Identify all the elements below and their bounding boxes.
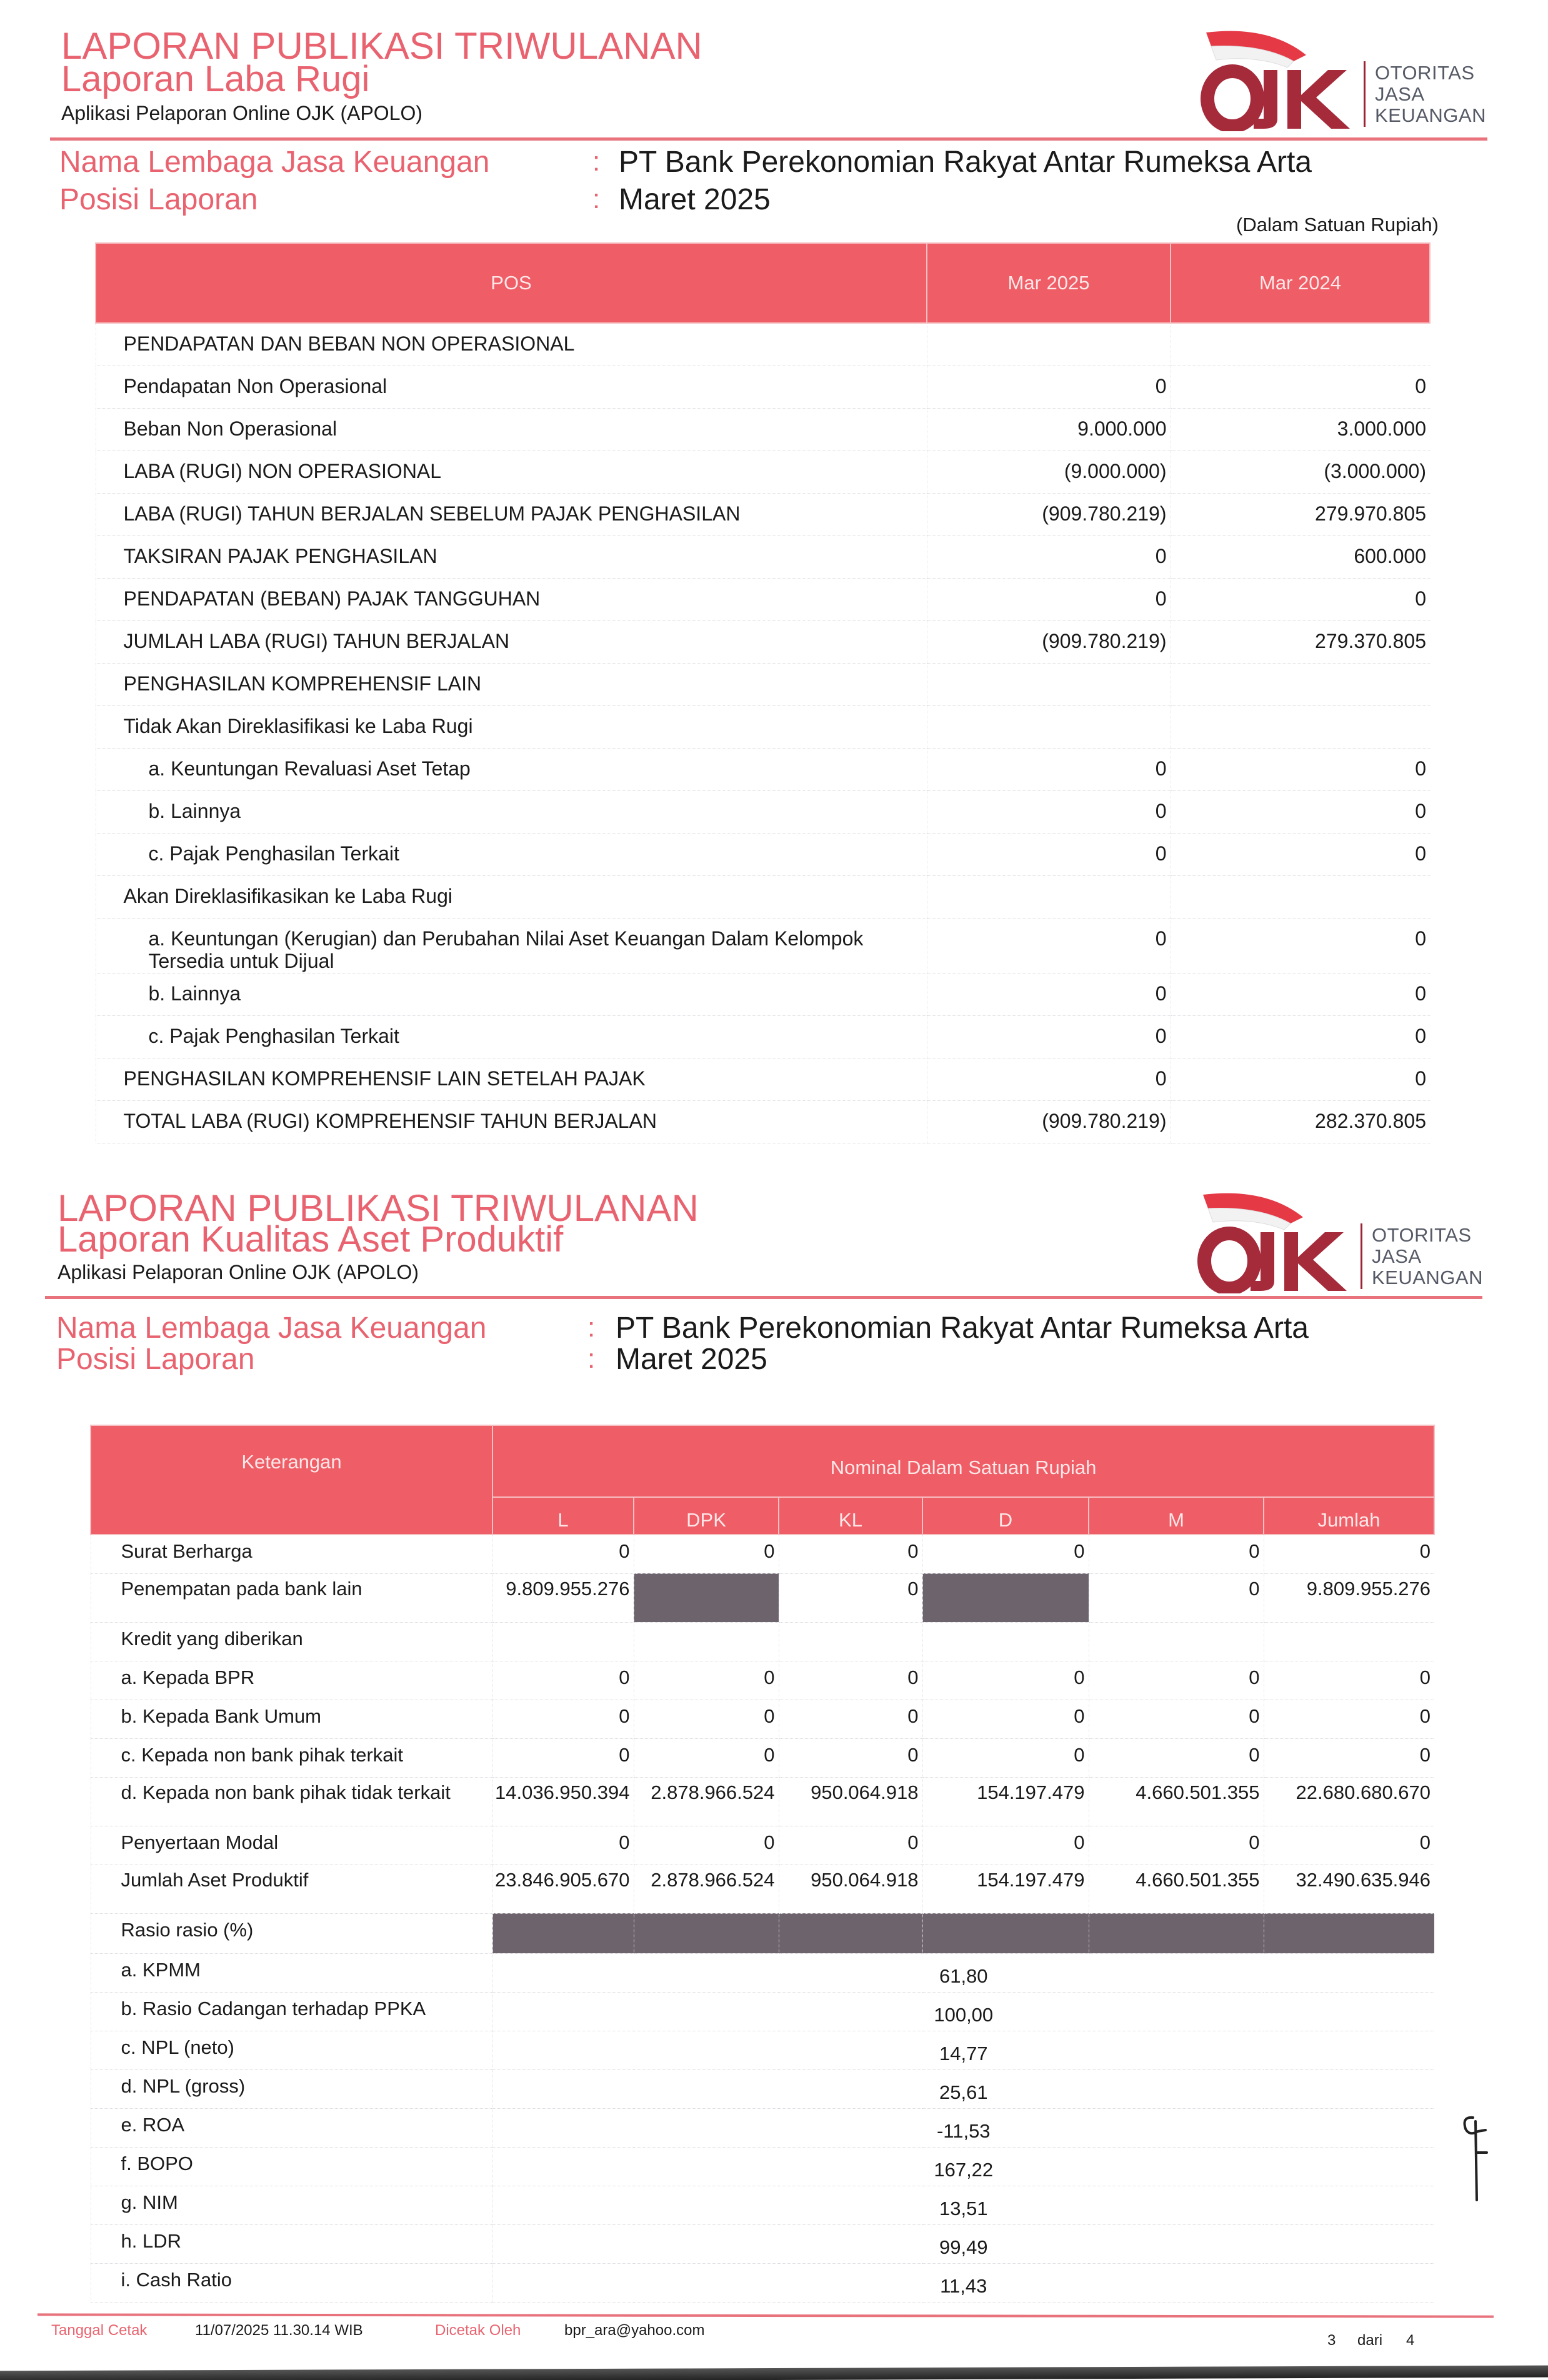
institution-label: Nama Lembaga Jasa Keuangan	[59, 146, 490, 179]
ratio-label: i. Cash Ratio	[91, 2263, 492, 2302]
printed-by-value: bpr_ara@yahoo.com	[564, 2322, 705, 2339]
ratio-row	[91, 1992, 1434, 2031]
value-kl: 0	[779, 1738, 922, 1777]
value-l: 23.846.905.670	[492, 1865, 634, 1913]
table-row	[91, 1535, 1434, 1573]
value-mar-2025: 0	[927, 790, 1171, 833]
ratio-row	[91, 1953, 1434, 1992]
column-header-d: D	[922, 1497, 1089, 1535]
ojk-logo-icon	[1194, 25, 1362, 131]
ratio-label: g. NIM	[91, 2186, 492, 2224]
unit-note: (Dalam Satuan Rupiah)	[1236, 214, 1439, 236]
value-jumlah: 9.809.955.276	[1264, 1573, 1434, 1622]
value-mar-2025: (9.000.000)	[927, 451, 1171, 493]
position-label: Posisi Laporan	[59, 183, 258, 216]
app-name: Aplikasi Pelaporan Online OJK (APOLO)	[57, 1261, 419, 1283]
column-header-l: L	[492, 1497, 634, 1535]
value-l: 0	[492, 1826, 634, 1865]
value-jumlah: 22.680.680.670	[1264, 1777, 1434, 1826]
ojk-logo	[1194, 25, 1486, 137]
header-divider	[50, 137, 1487, 141]
table-row	[96, 620, 1430, 663]
position-colon: :	[592, 184, 601, 214]
value-mar-2025: 0	[927, 535, 1171, 578]
table-row	[91, 1826, 1434, 1865]
ratio-shaded-cell	[492, 1913, 634, 1953]
table-row	[96, 1100, 1430, 1143]
ratio-value: 11,43	[492, 2263, 1434, 2302]
row-label: PENGHASILAN KOMPREHENSIF LAIN	[96, 663, 927, 705]
value-jumlah: 32.490.635.946	[1264, 1865, 1434, 1913]
value-dpk	[634, 1622, 779, 1661]
ojk-logo	[1191, 1187, 1483, 1300]
value-jumlah: 0	[1264, 1826, 1434, 1865]
value-d: 154.197.479	[922, 1865, 1089, 1913]
footer-divider	[37, 2313, 1494, 2318]
value-d: 0	[922, 1738, 1089, 1777]
value-mar-2025: (909.780.219)	[927, 620, 1171, 663]
page-total: 4	[1406, 2332, 1415, 2349]
ratio-label: b. Rasio Cadangan terhadap PPKA	[91, 1992, 492, 2031]
value-mar-2025	[927, 663, 1171, 705]
ratio-value: 25,61	[492, 2069, 1434, 2108]
institution-colon: :	[587, 1312, 596, 1343]
ratio-label: c. NPL (neto)	[91, 2031, 492, 2069]
value-dpk: 0	[634, 1535, 779, 1573]
logo-divider	[1361, 1223, 1362, 1289]
row-label: PENDAPATAN DAN BEBAN NON OPERASIONAL	[96, 323, 927, 366]
logo-wordmark	[1375, 62, 1486, 126]
ratio-label: a. KPMM	[91, 1953, 492, 1992]
laba-rugi-table	[95, 242, 1431, 1143]
table-header-row	[91, 1425, 1434, 1497]
ratio-shaded-cell	[779, 1913, 922, 1953]
logo-line-2: JASA	[1372, 1245, 1422, 1267]
value-mar-2025: 9.000.000	[927, 408, 1171, 451]
page-current: 3	[1327, 2332, 1336, 2349]
table-row	[96, 535, 1430, 578]
institution-value: PT Bank Perekonomian Rakyat Antar Rumeksa Arta	[619, 146, 1312, 179]
value-mar-2025: (909.780.219)	[927, 493, 1171, 535]
value-jumlah	[1264, 1622, 1434, 1661]
value-dpk-shaded	[634, 1573, 779, 1622]
ratio-shaded-cell	[1264, 1913, 1434, 1953]
value-jumlah: 0	[1264, 1700, 1434, 1738]
value-mar-2024	[1171, 705, 1430, 748]
logo-line-1: OTORITAS	[1375, 62, 1475, 84]
value-d: 154.197.479	[922, 1777, 1089, 1826]
value-jumlah: 0	[1264, 1738, 1434, 1777]
row-label: LABA (RUGI) TAHUN BERJALAN SEBELUM PAJAK PENGHASILAN	[96, 493, 927, 535]
table-row	[96, 663, 1430, 705]
value-mar-2024: 0	[1171, 748, 1430, 790]
value-d	[922, 1622, 1089, 1661]
position-value: Maret 2025	[616, 1343, 767, 1376]
row-label: c. Kepada non bank pihak terkait	[91, 1738, 492, 1777]
value-mar-2024: (3.000.000)	[1171, 451, 1430, 493]
ratio-value: 100,00	[492, 1992, 1434, 2031]
value-jumlah: 0	[1264, 1535, 1434, 1573]
table-row	[96, 973, 1430, 1015]
ratio-row	[91, 2147, 1434, 2186]
table-row	[96, 1058, 1430, 1100]
ratio-row	[91, 2224, 1434, 2263]
ratio-value: 61,80	[492, 1953, 1434, 1992]
value-l: 0	[492, 1700, 634, 1738]
ratio-header-row	[91, 1913, 1434, 1953]
logo-line-2: JASA	[1375, 83, 1425, 105]
value-kl: 0	[779, 1700, 922, 1738]
value-m: 0	[1089, 1535, 1264, 1573]
value-mar-2025: 0	[927, 1015, 1171, 1058]
row-label: c. Pajak Penghasilan Terkait	[96, 1015, 927, 1058]
value-l	[492, 1622, 634, 1661]
value-dpk: 2.878.966.524	[634, 1865, 779, 1913]
table-row	[96, 1015, 1430, 1058]
value-mar-2024: 279.370.805	[1171, 620, 1430, 663]
value-mar-2025	[927, 323, 1171, 366]
value-mar-2025: 0	[927, 918, 1171, 973]
row-label: b. Lainnya	[96, 973, 927, 1015]
table-row	[91, 1661, 1434, 1700]
row-label: c. Pajak Penghasilan Terkait	[96, 833, 927, 875]
value-mar-2024: 0	[1171, 1058, 1430, 1100]
value-mar-2024	[1171, 323, 1430, 366]
table-row	[96, 451, 1430, 493]
table-row	[96, 493, 1430, 535]
page-separator: dari	[1357, 2332, 1383, 2349]
logo-line-3: KEUANGAN	[1372, 1267, 1483, 1288]
value-mar-2024: 0	[1171, 973, 1430, 1015]
value-mar-2025: 0	[927, 578, 1171, 620]
value-mar-2024: 0	[1171, 578, 1430, 620]
app-name: Aplikasi Pelaporan Online OJK (APOLO)	[61, 102, 423, 124]
row-label: b. Lainnya	[96, 790, 927, 833]
institution-colon: :	[592, 146, 601, 177]
table-row	[91, 1738, 1434, 1777]
value-d-shaded	[922, 1573, 1089, 1622]
position-label: Posisi Laporan	[56, 1343, 255, 1376]
table-row	[96, 875, 1430, 918]
ratio-value: 14,77	[492, 2031, 1434, 2069]
handwritten-initial-icon	[1459, 2115, 1497, 2203]
value-d: 0	[922, 1700, 1089, 1738]
row-label: Penyertaan Modal	[91, 1826, 492, 1865]
value-dpk: 0	[634, 1738, 779, 1777]
value-mar-2025: 0	[927, 748, 1171, 790]
institution-label: Nama Lembaga Jasa Keuangan	[56, 1312, 487, 1345]
value-dpk: 0	[634, 1700, 779, 1738]
value-mar-2024: 282.370.805	[1171, 1100, 1430, 1143]
row-label: Kredit yang diberikan	[91, 1622, 492, 1661]
ratio-shaded-cell	[922, 1913, 1089, 1953]
value-mar-2025: 0	[927, 1058, 1171, 1100]
table-row	[96, 833, 1430, 875]
row-label: PENGHASILAN KOMPREHENSIF LAIN SETELAH PAJAK	[96, 1058, 927, 1100]
value-m: 0	[1089, 1573, 1264, 1622]
ratio-value: 167,22	[492, 2147, 1434, 2186]
value-d: 0	[922, 1826, 1089, 1865]
ratio-row	[91, 2108, 1434, 2147]
value-kl: 950.064.918	[779, 1865, 922, 1913]
value-l: 0	[492, 1738, 634, 1777]
table-row	[96, 323, 1430, 366]
value-kl: 0	[779, 1573, 922, 1622]
ratio-label: d. NPL (gross)	[91, 2069, 492, 2108]
table-row	[91, 1622, 1434, 1661]
value-m: 0	[1089, 1738, 1264, 1777]
institution-value: PT Bank Perekonomian Rakyat Antar Rumeksa Arta	[616, 1312, 1309, 1345]
table-row	[96, 790, 1430, 833]
value-m: 4.660.501.355	[1089, 1777, 1264, 1826]
value-mar-2025: (909.780.219)	[927, 1100, 1171, 1143]
scan-edge-shadow	[0, 2366, 1548, 2380]
ratio-row	[91, 2263, 1434, 2302]
ratio-label: h. LDR	[91, 2224, 492, 2263]
value-mar-2024: 0	[1171, 366, 1430, 408]
row-label: Beban Non Operasional	[96, 408, 927, 451]
value-kl: 950.064.918	[779, 1777, 922, 1826]
logo-line-3: KEUANGAN	[1375, 104, 1486, 126]
logo-divider	[1364, 61, 1366, 127]
row-label: Surat Berharga	[91, 1535, 492, 1573]
table-row	[91, 1777, 1434, 1826]
value-mar-2024: 279.970.805	[1171, 493, 1430, 535]
column-header-pos: POS	[96, 243, 927, 323]
printed-by-label: Dicetak Oleh	[435, 2322, 521, 2339]
table-header-row	[96, 243, 1430, 323]
value-mar-2024: 0	[1171, 790, 1430, 833]
report-title-sub: Laporan Kualitas Aset Produktif	[57, 1219, 564, 1260]
ratio-value: 13,51	[492, 2186, 1434, 2224]
report-title-sub: Laporan Laba Rugi	[61, 59, 370, 99]
column-header-mar-2025: Mar 2025	[927, 243, 1171, 323]
ojk-logo-icon	[1191, 1187, 1359, 1293]
column-header-jumlah: Jumlah	[1264, 1497, 1434, 1535]
ratio-value: 99,49	[492, 2224, 1434, 2263]
value-m: 0	[1089, 1826, 1264, 1865]
value-m	[1089, 1622, 1264, 1661]
value-mar-2025: 0	[927, 366, 1171, 408]
ratio-shaded-cell	[1089, 1913, 1264, 1953]
row-label: a. Keuntungan (Kerugian) dan Perubahan Nilai Aset Keuangan Dalam Kelompok Tersedia untuk Dijual	[96, 918, 927, 973]
row-label: a. Kepada BPR	[91, 1661, 492, 1700]
table-row	[96, 578, 1430, 620]
value-mar-2025	[927, 705, 1171, 748]
column-header-m: M	[1089, 1497, 1264, 1535]
value-l: 0	[492, 1661, 634, 1700]
logo-wordmark	[1372, 1225, 1483, 1288]
value-kl: 0	[779, 1535, 922, 1573]
print-date-value: 11/07/2025 11.30.14 WIB	[195, 2322, 363, 2339]
row-label: Penempatan pada bank lain	[91, 1573, 492, 1622]
row-label: JUMLAH LABA (RUGI) TAHUN BERJALAN	[96, 620, 927, 663]
logo-line-1: OTORITAS	[1372, 1224, 1472, 1246]
value-mar-2024	[1171, 663, 1430, 705]
position-colon: :	[587, 1343, 596, 1374]
value-mar-2025	[927, 875, 1171, 918]
header-divider	[45, 1296, 1482, 1299]
value-dpk: 0	[634, 1826, 779, 1865]
table-row	[96, 748, 1430, 790]
value-mar-2024: 3.000.000	[1171, 408, 1430, 451]
table-row	[96, 918, 1430, 973]
value-mar-2024: 0	[1171, 1015, 1430, 1058]
report-title-main: LAPORAN PUBLIKASI TRIWULANAN	[61, 25, 702, 67]
ratio-shaded-cell	[634, 1913, 779, 1953]
value-mar-2025: 0	[927, 833, 1171, 875]
table-row	[91, 1700, 1434, 1738]
value-m: 0	[1089, 1700, 1264, 1738]
row-label: Akan Direklasifikasikan ke Laba Rugi	[96, 875, 927, 918]
row-label: TOTAL LABA (RUGI) KOMPREHENSIF TAHUN BERJALAN	[96, 1100, 927, 1143]
report-title-main: LAPORAN PUBLIKASI TRIWULANAN	[57, 1187, 699, 1229]
ratio-row	[91, 2069, 1434, 2108]
ratio-label: e. ROA	[91, 2108, 492, 2147]
table-row	[91, 1865, 1434, 1913]
ratio-value: -11,53	[492, 2108, 1434, 2147]
value-kl: 0	[779, 1826, 922, 1865]
value-dpk: 0	[634, 1661, 779, 1700]
value-l: 14.036.950.394	[492, 1777, 634, 1826]
column-header-kl: KL	[779, 1497, 922, 1535]
column-header-nominal: Nominal Dalam Satuan Rupiah	[492, 1425, 1434, 1497]
value-jumlah: 0	[1264, 1661, 1434, 1700]
row-label: LABA (RUGI) NON OPERASIONAL	[96, 451, 927, 493]
value-mar-2024: 0	[1171, 833, 1430, 875]
ratio-label: f. BOPO	[91, 2147, 492, 2186]
value-m: 4.660.501.355	[1089, 1865, 1264, 1913]
position-value: Maret 2025	[619, 183, 771, 216]
ratio-header-label: Rasio rasio (%)	[91, 1913, 492, 1953]
row-label: TAKSIRAN PAJAK PENGHASILAN	[96, 535, 927, 578]
row-label: Pendapatan Non Operasional	[96, 366, 927, 408]
row-label: b. Kepada Bank Umum	[91, 1700, 492, 1738]
kualitas-aset-table	[90, 1425, 1435, 2303]
value-kl: 0	[779, 1661, 922, 1700]
table-row	[91, 1573, 1434, 1622]
value-mar-2024	[1171, 875, 1430, 918]
value-l: 0	[492, 1535, 634, 1573]
value-dpk: 2.878.966.524	[634, 1777, 779, 1826]
ratio-row	[91, 2031, 1434, 2069]
row-label: Jumlah Aset Produktif	[91, 1865, 492, 1913]
ratio-row	[91, 2186, 1434, 2224]
row-label: PENDAPATAN (BEBAN) PAJAK TANGGUHAN	[96, 578, 927, 620]
table-row	[96, 408, 1430, 451]
table-row	[96, 705, 1430, 748]
row-label: a. Keuntungan Revaluasi Aset Tetap	[96, 748, 927, 790]
value-mar-2024: 600.000	[1171, 535, 1430, 578]
row-label: d. Kepada non bank pihak tidak terkait	[91, 1777, 492, 1826]
value-mar-2025: 0	[927, 973, 1171, 1015]
value-kl	[779, 1622, 922, 1661]
value-mar-2024: 0	[1171, 918, 1430, 973]
column-header-keterangan: Keterangan	[91, 1425, 492, 1535]
value-d: 0	[922, 1535, 1089, 1573]
row-label: Tidak Akan Direklasifikasi ke Laba Rugi	[96, 705, 927, 748]
value-d: 0	[922, 1661, 1089, 1700]
column-header-mar-2024: Mar 2024	[1171, 243, 1430, 323]
value-l: 9.809.955.276	[492, 1573, 634, 1622]
print-date-label: Tanggal Cetak	[51, 2322, 147, 2339]
value-m: 0	[1089, 1661, 1264, 1700]
table-row	[96, 366, 1430, 408]
column-header-dpk: DPK	[634, 1497, 779, 1535]
